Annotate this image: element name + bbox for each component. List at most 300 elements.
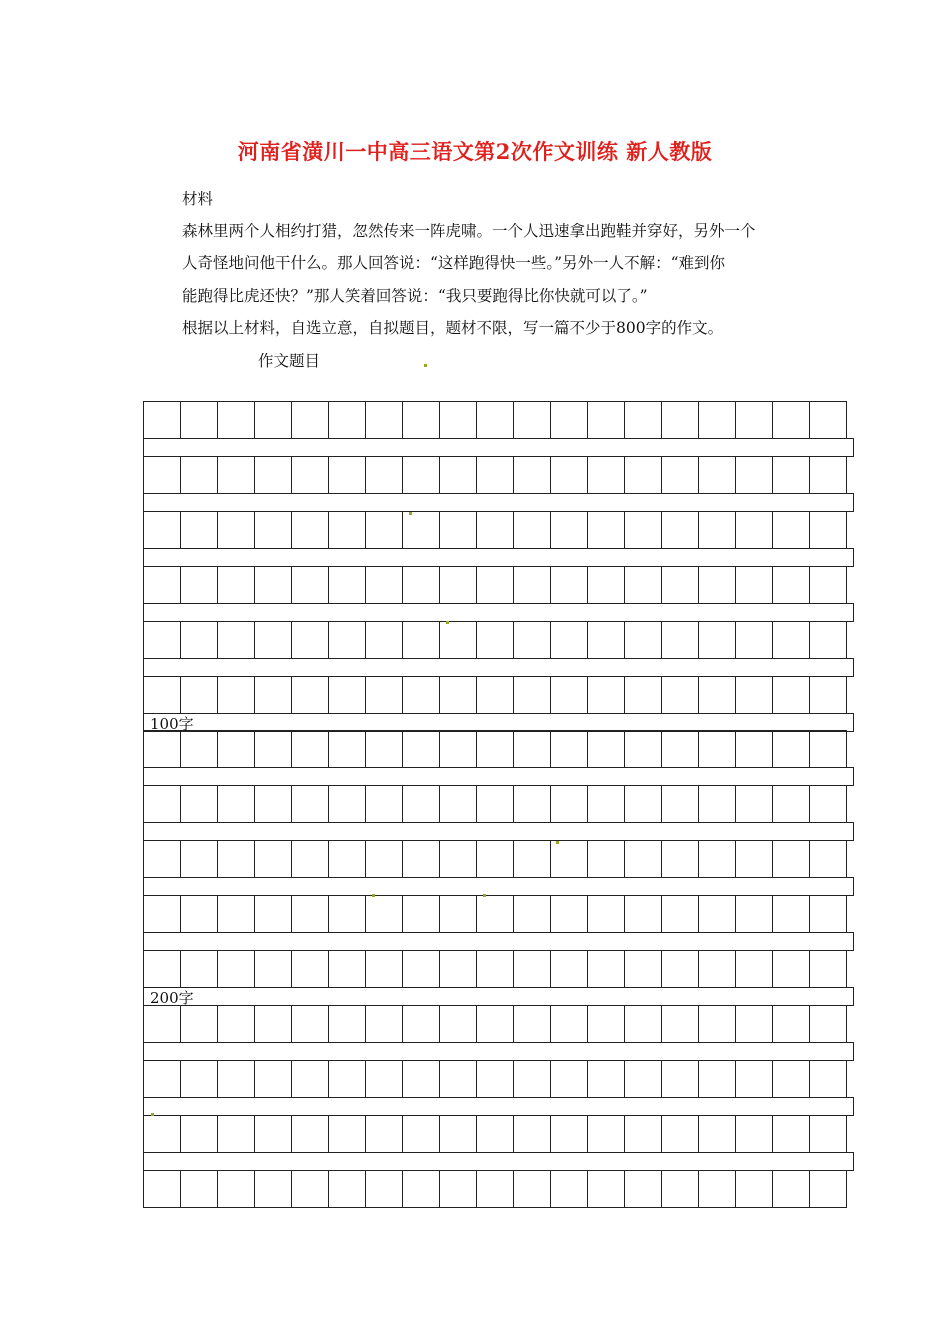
grid-cell[interactable]	[514, 731, 551, 768]
grid-cell[interactable]	[514, 402, 551, 439]
grid-cell[interactable]	[736, 896, 773, 933]
grid-cell[interactable]	[588, 1171, 625, 1208]
grid-cell[interactable]	[662, 1171, 699, 1208]
grid-cell[interactable]	[699, 512, 736, 549]
grid-cell[interactable]	[440, 1061, 477, 1098]
grid-cell[interactable]	[144, 951, 181, 988]
grid-cell[interactable]	[255, 622, 292, 659]
grid-cell[interactable]	[551, 731, 588, 768]
grid-cell[interactable]	[662, 622, 699, 659]
grid-cell[interactable]	[292, 402, 329, 439]
grid-cell[interactable]	[440, 951, 477, 988]
grid-cell[interactable]	[181, 567, 218, 604]
grid-cell[interactable]	[144, 1061, 181, 1098]
grid-cell[interactable]	[144, 841, 181, 878]
grid-cell[interactable]	[255, 896, 292, 933]
grid-cell[interactable]	[403, 677, 440, 714]
grid-cell[interactable]	[292, 1061, 329, 1098]
grid-cell[interactable]	[514, 951, 551, 988]
grid-cell[interactable]	[699, 841, 736, 878]
grid-cell[interactable]	[144, 786, 181, 823]
grid-cell[interactable]	[773, 1116, 810, 1153]
grid-cell[interactable]	[810, 1116, 847, 1153]
grid-cell[interactable]	[477, 512, 514, 549]
grid-cell[interactable]	[773, 402, 810, 439]
grid-cell[interactable]	[366, 1116, 403, 1153]
grid-cell[interactable]	[181, 731, 218, 768]
grid-cell[interactable]	[255, 951, 292, 988]
grid-cell[interactable]	[662, 951, 699, 988]
row-spacer	[144, 1153, 854, 1171]
grid-cell[interactable]	[773, 677, 810, 714]
word-count-mark-200: 200字	[150, 989, 194, 1007]
grid-cell[interactable]	[329, 567, 366, 604]
grid-cell[interactable]	[144, 731, 181, 768]
grid-cell[interactable]	[440, 622, 477, 659]
grid-cell[interactable]	[440, 567, 477, 604]
grid-cell[interactable]	[440, 786, 477, 823]
grid-cell[interactable]	[366, 786, 403, 823]
grid-cell[interactable]	[551, 786, 588, 823]
grid-cell[interactable]	[366, 567, 403, 604]
grid-cell[interactable]	[403, 841, 440, 878]
grid-cell[interactable]	[403, 1171, 440, 1208]
grid-row	[144, 622, 847, 659]
grid-cell[interactable]	[551, 457, 588, 494]
grid-cell[interactable]	[329, 896, 366, 933]
grid-cell[interactable]	[736, 1116, 773, 1153]
grid-cell[interactable]	[181, 786, 218, 823]
grid-cell[interactable]	[440, 402, 477, 439]
grid-cell[interactable]	[699, 786, 736, 823]
grid-cell[interactable]	[662, 1006, 699, 1043]
grid-cell[interactable]	[218, 512, 255, 549]
grid-cell[interactable]	[699, 457, 736, 494]
grid-cell[interactable]	[255, 841, 292, 878]
grid-cell[interactable]	[773, 731, 810, 768]
grid-cell[interactable]	[662, 731, 699, 768]
grid-cell[interactable]	[440, 457, 477, 494]
grid-cell[interactable]	[218, 402, 255, 439]
grid-cell[interactable]	[773, 896, 810, 933]
grid-cell[interactable]	[773, 1171, 810, 1208]
grid-cell[interactable]	[588, 512, 625, 549]
grid-cell[interactable]	[551, 1171, 588, 1208]
grid-cell[interactable]	[810, 402, 847, 439]
grid-cell[interactable]	[144, 622, 181, 659]
grid-cell[interactable]	[440, 512, 477, 549]
grid-cell[interactable]	[773, 841, 810, 878]
grid-cell[interactable]	[588, 1061, 625, 1098]
grid-cell[interactable]	[329, 786, 366, 823]
grid-cell[interactable]	[699, 951, 736, 988]
grid-cell[interactable]	[218, 841, 255, 878]
grid-cell[interactable]	[810, 1061, 847, 1098]
grid-cell[interactable]	[625, 786, 662, 823]
grid-cell[interactable]	[255, 1171, 292, 1208]
grid-cell[interactable]	[625, 622, 662, 659]
grid-cell[interactable]	[699, 622, 736, 659]
grid-cell[interactable]	[662, 1116, 699, 1153]
grid-cell[interactable]	[588, 457, 625, 494]
grid-cell[interactable]	[736, 457, 773, 494]
grid-cell[interactable]	[736, 951, 773, 988]
grid-cell[interactable]	[625, 457, 662, 494]
grid-cell[interactable]	[440, 1116, 477, 1153]
grid-cell[interactable]	[181, 622, 218, 659]
grid-cell[interactable]	[440, 1171, 477, 1208]
grid-cell[interactable]	[625, 896, 662, 933]
grid-cell[interactable]	[292, 1171, 329, 1208]
grid-cell[interactable]	[329, 1006, 366, 1043]
grid-cell[interactable]	[218, 567, 255, 604]
grid-cell[interactable]	[477, 951, 514, 988]
grid-cell[interactable]	[366, 512, 403, 549]
grid-cell[interactable]	[699, 896, 736, 933]
grid-cell[interactable]	[255, 786, 292, 823]
grid-cell[interactable]	[218, 457, 255, 494]
grid-cell[interactable]	[144, 1116, 181, 1153]
grid-cell[interactable]	[810, 841, 847, 878]
grid-cell[interactable]	[699, 731, 736, 768]
grid-cell[interactable]	[625, 841, 662, 878]
grid-cell[interactable]	[736, 1171, 773, 1208]
grid-cell[interactable]	[810, 677, 847, 714]
grid-cell[interactable]	[292, 951, 329, 988]
grid-cell[interactable]	[625, 731, 662, 768]
grid-cell[interactable]	[477, 1061, 514, 1098]
grid-cell[interactable]	[144, 1171, 181, 1208]
grid-cell[interactable]	[699, 402, 736, 439]
grid-cell[interactable]	[625, 512, 662, 549]
grid-cell[interactable]	[329, 457, 366, 494]
grid-cell[interactable]	[218, 1006, 255, 1043]
grid-cell[interactable]	[588, 677, 625, 714]
grid-cell[interactable]	[588, 951, 625, 988]
grid-cell[interactable]	[218, 896, 255, 933]
grid-cell[interactable]	[292, 1116, 329, 1153]
grid-cell[interactable]	[403, 622, 440, 659]
grid-cell[interactable]	[403, 786, 440, 823]
grid-cell[interactable]	[588, 896, 625, 933]
grid-cell[interactable]	[625, 677, 662, 714]
grid-cell[interactable]	[292, 622, 329, 659]
grid-cell[interactable]	[625, 1171, 662, 1208]
grid-cell[interactable]	[810, 786, 847, 823]
grid-cell[interactable]	[218, 622, 255, 659]
grid-cell[interactable]	[773, 786, 810, 823]
grid-cell[interactable]	[329, 731, 366, 768]
grid-cell[interactable]	[551, 567, 588, 604]
grid-cell[interactable]	[625, 1006, 662, 1043]
grid-cell[interactable]	[736, 512, 773, 549]
grid-cell[interactable]	[292, 731, 329, 768]
material-line-2: 人奇怪地问他干什么。那人回答说：“这样跑得快一些。”另外一人不解：“难到你	[182, 254, 726, 272]
grid-cell[interactable]	[329, 677, 366, 714]
grid-cell[interactable]	[329, 622, 366, 659]
grid-cell[interactable]	[736, 567, 773, 604]
grid-cell[interactable]	[292, 1006, 329, 1043]
grid-cell[interactable]	[662, 1061, 699, 1098]
grid-cell[interactable]	[699, 1171, 736, 1208]
grid-cell[interactable]	[699, 1006, 736, 1043]
grid-cell[interactable]	[514, 622, 551, 659]
grid-cell[interactable]	[514, 841, 551, 878]
grid-cell[interactable]	[736, 622, 773, 659]
grid-cell[interactable]	[218, 1171, 255, 1208]
grid-cell[interactable]	[477, 677, 514, 714]
grid-cell[interactable]	[662, 512, 699, 549]
grid-cell[interactable]	[514, 457, 551, 494]
grid-cell[interactable]	[699, 1116, 736, 1153]
grid-cell[interactable]	[662, 677, 699, 714]
grid-cell[interactable]	[366, 677, 403, 714]
grid-cell[interactable]	[292, 512, 329, 549]
grid-cell[interactable]	[773, 457, 810, 494]
grid-cell[interactable]	[810, 567, 847, 604]
grid-cell[interactable]	[181, 1061, 218, 1098]
grid-cell[interactable]	[773, 512, 810, 549]
grid-cell[interactable]	[514, 896, 551, 933]
grid-cell[interactable]	[292, 786, 329, 823]
grid-cell[interactable]	[218, 1116, 255, 1153]
grid-cell[interactable]	[144, 567, 181, 604]
grid-cell[interactable]	[625, 402, 662, 439]
grid-cell[interactable]	[514, 567, 551, 604]
grid-cell[interactable]	[144, 512, 181, 549]
grid-cell[interactable]	[366, 457, 403, 494]
grid-cell[interactable]	[255, 567, 292, 604]
grid-cell[interactable]	[403, 951, 440, 988]
grid-cell[interactable]	[773, 622, 810, 659]
grid-cell[interactable]	[255, 457, 292, 494]
grid-cell[interactable]	[292, 841, 329, 878]
grid-cell[interactable]	[329, 1171, 366, 1208]
grid-cell[interactable]	[773, 1006, 810, 1043]
grid-cell[interactable]	[144, 457, 181, 494]
grid-cell[interactable]	[588, 731, 625, 768]
grid-cell[interactable]	[477, 1006, 514, 1043]
grid-cell[interactable]	[144, 896, 181, 933]
grid-cell[interactable]	[181, 1006, 218, 1043]
grid-row	[144, 1116, 847, 1153]
grid-cell[interactable]	[366, 841, 403, 878]
grid-cell[interactable]	[144, 402, 181, 439]
grid-cell[interactable]	[477, 841, 514, 878]
grid-cell[interactable]	[255, 402, 292, 439]
grid-cell[interactable]	[662, 841, 699, 878]
grid-cell[interactable]	[625, 951, 662, 988]
grid-cell[interactable]	[255, 1061, 292, 1098]
grid-cell[interactable]	[477, 1171, 514, 1208]
grid-cell[interactable]	[144, 1006, 181, 1043]
grid-cell[interactable]	[218, 786, 255, 823]
grid-cell[interactable]	[366, 402, 403, 439]
grid-cell[interactable]	[773, 1061, 810, 1098]
grid-cell[interactable]	[255, 1006, 292, 1043]
grid-cell[interactable]	[810, 622, 847, 659]
grid-cell[interactable]	[699, 1061, 736, 1098]
grid-cell[interactable]	[477, 402, 514, 439]
grid-cell[interactable]	[144, 677, 181, 714]
grid-cell[interactable]	[736, 731, 773, 768]
grid-cell[interactable]	[329, 841, 366, 878]
grid-cell[interactable]	[366, 1061, 403, 1098]
material-line-1: 森林里两个人相约打猎，忽然传来一阵虎啸。一个人迅速拿出跑鞋并穿好，另外一个	[182, 222, 756, 240]
grid-cell[interactable]	[477, 896, 514, 933]
grid-cell[interactable]	[551, 1116, 588, 1153]
grid-cell[interactable]	[625, 1061, 662, 1098]
grid-cell[interactable]	[810, 1006, 847, 1043]
grid-cell[interactable]	[551, 1006, 588, 1043]
grid-cell[interactable]	[773, 567, 810, 604]
grid-cell[interactable]	[440, 677, 477, 714]
grid-cell[interactable]	[181, 896, 218, 933]
grid-row	[144, 567, 847, 604]
grid-cell[interactable]	[255, 677, 292, 714]
grid-cell[interactable]	[440, 731, 477, 768]
grid-cell[interactable]	[181, 951, 218, 988]
grid-cell[interactable]	[255, 731, 292, 768]
grid-cell[interactable]	[699, 677, 736, 714]
grid-cell[interactable]	[736, 677, 773, 714]
grid-cell[interactable]	[292, 896, 329, 933]
grid-cell[interactable]	[588, 786, 625, 823]
grid-cell[interactable]	[366, 951, 403, 988]
grid-cell[interactable]	[329, 1116, 366, 1153]
row-spacer	[144, 549, 854, 567]
grid-cell[interactable]	[736, 1006, 773, 1043]
grid-cell[interactable]	[403, 1061, 440, 1098]
grid-cell[interactable]	[477, 731, 514, 768]
grid-cell[interactable]	[736, 841, 773, 878]
grid-cell[interactable]	[551, 512, 588, 549]
grid-cell[interactable]	[366, 896, 403, 933]
grid-cell[interactable]	[403, 512, 440, 549]
grid-cell[interactable]	[736, 402, 773, 439]
grid-cell[interactable]	[514, 1116, 551, 1153]
grid-cell[interactable]	[514, 1171, 551, 1208]
grid-cell[interactable]	[810, 951, 847, 988]
grid-cell[interactable]	[292, 457, 329, 494]
grid-cell[interactable]	[477, 457, 514, 494]
grid-cell[interactable]	[181, 677, 218, 714]
grid-cell[interactable]	[662, 457, 699, 494]
grid-cell[interactable]	[514, 786, 551, 823]
grid-cell[interactable]	[514, 677, 551, 714]
grid-cell[interactable]	[662, 896, 699, 933]
grid-cell[interactable]	[810, 1171, 847, 1208]
grid-cell[interactable]	[588, 1116, 625, 1153]
grid-cell[interactable]	[181, 1116, 218, 1153]
grid-cell[interactable]	[514, 1061, 551, 1098]
grid-cell[interactable]	[551, 951, 588, 988]
grid-cell[interactable]	[625, 567, 662, 604]
grid-cell[interactable]	[551, 841, 588, 878]
grid-cell[interactable]	[588, 841, 625, 878]
grid-row	[144, 1006, 847, 1043]
grid-cell[interactable]	[736, 1061, 773, 1098]
grid-cell[interactable]	[810, 731, 847, 768]
grid-cell[interactable]	[588, 622, 625, 659]
grid-cell[interactable]	[403, 731, 440, 768]
grid-cell[interactable]	[514, 512, 551, 549]
grid-cell[interactable]	[551, 622, 588, 659]
grid-cell[interactable]	[255, 1116, 292, 1153]
grid-cell[interactable]	[773, 951, 810, 988]
grid-cell[interactable]	[403, 1006, 440, 1043]
grid-cell[interactable]	[699, 567, 736, 604]
grid-cell[interactable]	[551, 896, 588, 933]
grid-cell[interactable]	[477, 786, 514, 823]
speck-mark	[372, 894, 375, 897]
grid-cell[interactable]	[477, 567, 514, 604]
grid-cell[interactable]	[736, 786, 773, 823]
grid-cell[interactable]	[329, 402, 366, 439]
grid-cell[interactable]	[551, 677, 588, 714]
grid-cell[interactable]	[403, 567, 440, 604]
grid-cell[interactable]	[218, 731, 255, 768]
grid-cell[interactable]	[366, 1171, 403, 1208]
grid-cell[interactable]	[255, 512, 292, 549]
grid-cell[interactable]	[218, 677, 255, 714]
grid-cell[interactable]	[403, 896, 440, 933]
grid-cell[interactable]	[292, 567, 329, 604]
grid-cell[interactable]	[218, 1061, 255, 1098]
grid-cell[interactable]	[181, 402, 218, 439]
grid-cell[interactable]	[329, 512, 366, 549]
grid-cell[interactable]	[366, 1006, 403, 1043]
grid-cell[interactable]	[662, 402, 699, 439]
grid-cell[interactable]	[662, 786, 699, 823]
grid-cell[interactable]	[662, 567, 699, 604]
grid-cell[interactable]	[810, 896, 847, 933]
grid-row	[144, 951, 847, 988]
grid-cell[interactable]	[329, 951, 366, 988]
grid-cell[interactable]	[181, 512, 218, 549]
grid-cell[interactable]	[477, 622, 514, 659]
grid-cell[interactable]	[588, 402, 625, 439]
grid-cell[interactable]	[440, 1006, 477, 1043]
row-spacer	[144, 933, 854, 951]
essay-title-label: 作文题目	[258, 352, 321, 370]
grid-cell[interactable]	[329, 1061, 366, 1098]
grid-cell[interactable]	[588, 567, 625, 604]
grid-cell[interactable]	[403, 1116, 440, 1153]
grid-cell[interactable]	[181, 457, 218, 494]
speck-mark	[424, 364, 427, 367]
grid-cell[interactable]	[218, 951, 255, 988]
grid-cell[interactable]	[366, 622, 403, 659]
grid-cell[interactable]	[440, 896, 477, 933]
grid-cell[interactable]	[551, 1061, 588, 1098]
grid-cell[interactable]	[551, 402, 588, 439]
grid-cell[interactable]	[366, 731, 403, 768]
grid-cell[interactable]	[625, 1116, 662, 1153]
grid-cell[interactable]	[181, 1171, 218, 1208]
grid-cell[interactable]	[440, 841, 477, 878]
grid-cell[interactable]	[810, 457, 847, 494]
grid-cell[interactable]	[181, 841, 218, 878]
grid-cell[interactable]	[514, 1006, 551, 1043]
grid-cell[interactable]	[292, 677, 329, 714]
grid-cell[interactable]	[477, 1116, 514, 1153]
grid-cell[interactable]	[403, 457, 440, 494]
grid-cell[interactable]	[403, 402, 440, 439]
grid-cell[interactable]	[810, 512, 847, 549]
speck-mark	[483, 894, 486, 897]
grid-cell[interactable]	[588, 1006, 625, 1043]
